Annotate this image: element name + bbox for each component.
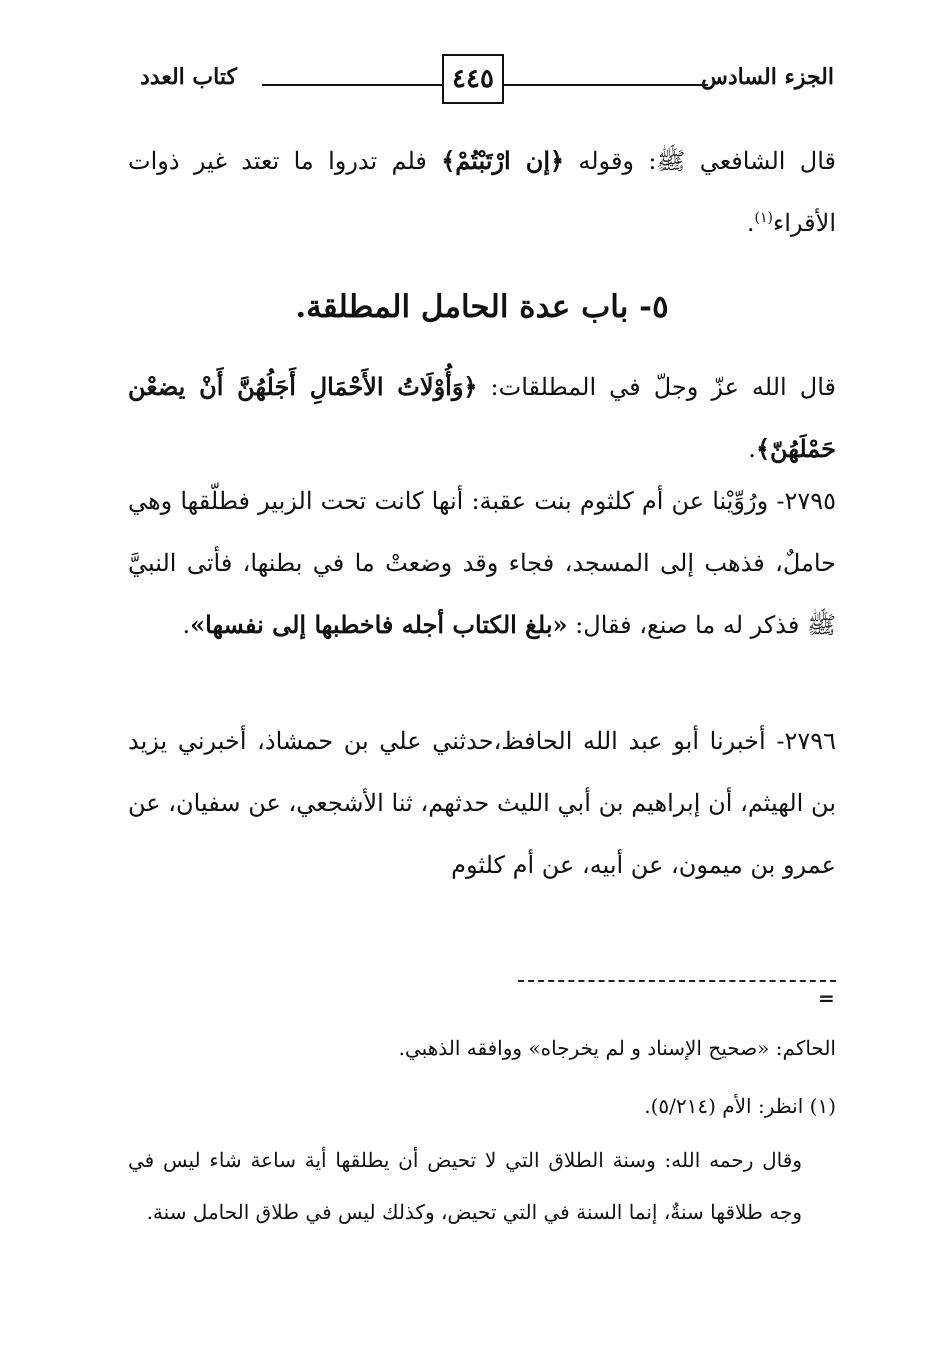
paragraph-shafii-quote: قال الشافعي ﷺ: وقوله ﴿إن ارْتَبْتُمْ﴾ فلم تدروا ما تعتد غير ذوات الأقراء$^{(١)}$. [128,146,836,237]
page-number: ٤٤٥ [442,54,504,104]
footnote-separator [518,980,836,982]
hadith-2795: ٢٧٩٥- ورُوِّيْنا عن أم كلثوم بنت عقبة: أنها كانت تحت الزبير فطلّقها وهي حاملٌ، فذهب إلى المسجد، فجاء وقد وضعتْ ما في بطنها، فأتى النبيَّ ﷺ فذكر له ما صنع، فقال: «بلغ الكتاب أجله فاخطبها إلى نفسها». [128,487,836,639]
footnote-1: (١) انظر: الأم (٥/٢١٤). [644,1094,836,1118]
section-heading: ٥- باب عدة الحامل المطلقة. [295,289,669,325]
footnote-1-quote: وقال رحمه الله: وسنة الطلاق التي لا تحيض أن يطلقها أية ساعة شاء ليس في وجه طلاقها سنةٌ، إنما السنة في التي تحيض، وكذلك ليس في طلاق الحامل سنة. [128,1148,802,1224]
hadith-2796: ٢٧٩٦- أخبرنا أبو عبد الله الحافظ،حدثني علي بن حمشاذ، أخبرني يزيد بن الهيثم، أن إبراهيم بن أبي الليث حدثهم، ثنا الأشجعي، عن سفيان، عن عمرو بن ميمون، عن أبيه، عن أم كلثوم [128,727,836,879]
prophetic-saying: «بلغ الكتاب أجله فاخطبها إلى نفسها» [190,610,568,639]
book-title: كتاب العدد [140,64,237,90]
header-rule-left [262,84,442,86]
footnote-continuation: الحاكم: «صحيح الإسناد و لم يخرجاه» ووافقه الذهبي. [398,1036,836,1060]
quran-verse: ﴿إن ارْتَبْتُمْ﴾ [441,146,565,175]
footnote-ref: (١) [754,210,773,226]
header-rule-right [504,84,708,86]
quran-verse: ﴿وَأُوْلَاتُ الأَحْمَالِ أَجَلُهُنَّ أَنْ يضعْن حَمْلَهُنّ﴾ [128,372,836,463]
running-header [0,54,926,110]
paragraph-quran-ruling: قال الله عزّ وجلّ في المطلقات: ﴿وَأُوْلَاتُ الأَحْمَالِ أَجَلُهُنَّ أَنْ يضعْن حَمْلَهُنّ﴾. [128,372,836,463]
footnote-continuation-marker: = [818,986,835,1010]
volume-label: الجزء السادس [701,64,834,90]
